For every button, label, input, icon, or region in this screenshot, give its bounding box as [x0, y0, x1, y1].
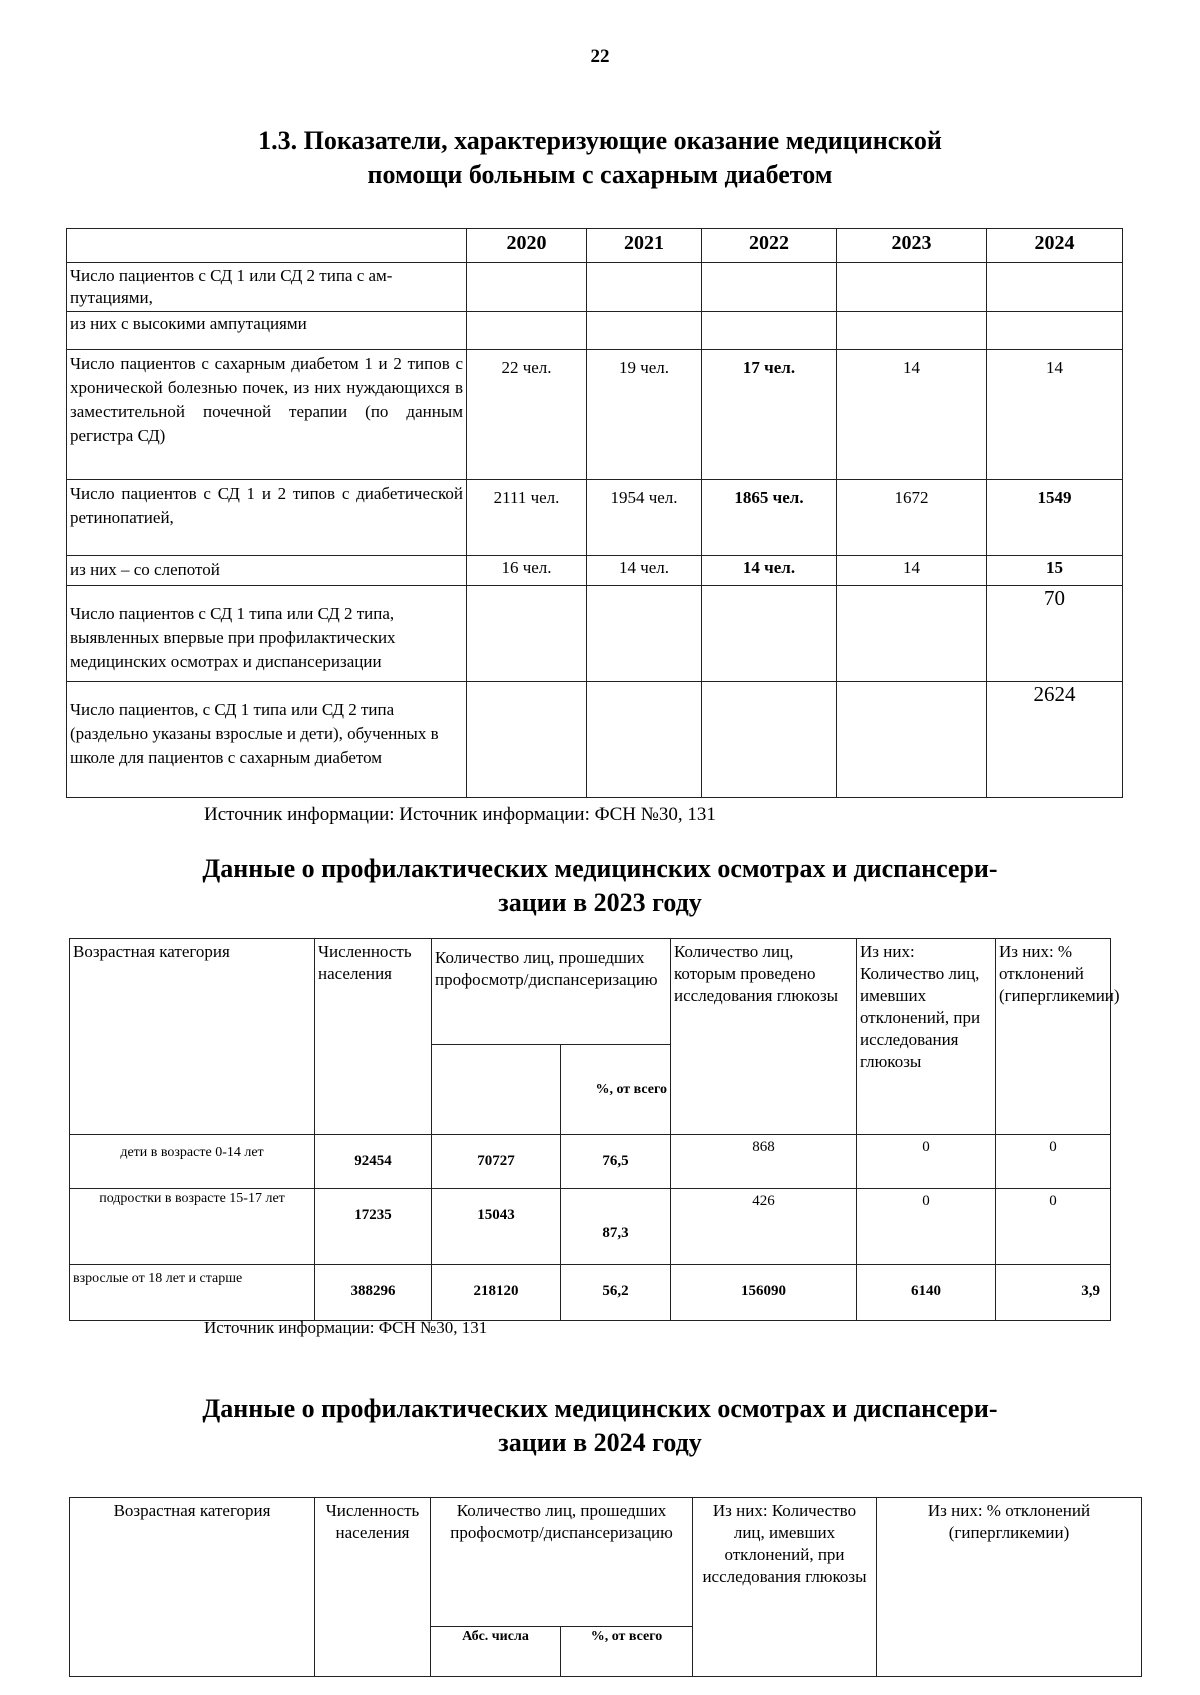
table-cell [467, 263, 587, 312]
table-row [67, 263, 1123, 312]
header-age-category: Возрастная категория [70, 1498, 315, 1677]
section1-title-line1: 1.3. Показатели, характеризующие оказание медицинской [258, 126, 942, 155]
section2-title-line2: зации в 2023 году [498, 888, 702, 917]
checkups-2024-table [69, 1497, 1142, 1677]
row-label: Число пациентов с СД 1 и 2 типов с диабетической ретинопатией, [67, 480, 467, 556]
section1-title [0, 124, 1200, 192]
table-cell [837, 682, 987, 798]
table-cell: 2624 [987, 682, 1123, 798]
section2-source: Источник информации: ФСН №30, 131 [204, 1318, 488, 1337]
table-cell: 14 чел. [587, 556, 702, 586]
page-number: 22 [590, 46, 610, 67]
row-label: Число пациентов, с СД 1 типа или СД 2 типа (раздельно указаны взрослые и дети), обученных в школе для пациентов с сахарным диабетом [67, 682, 467, 798]
header-population: Численность населения [315, 939, 432, 1135]
table-cell: 1865 чел. [702, 480, 837, 556]
section2-title [0, 852, 1200, 920]
header-population: Численность населения [315, 1498, 431, 1677]
section3-title [0, 1392, 1200, 1460]
table-cell [987, 263, 1123, 312]
header-deviations: Из них: Количество лиц, имевших отклонений, при исследования глюкозы [857, 939, 996, 1135]
row-category: дети в возрасте 0-14 лет [70, 1135, 315, 1189]
header-empty-cell [432, 1045, 561, 1135]
table-cell [837, 312, 987, 350]
table-cell [837, 263, 987, 312]
table-header-row [67, 229, 1123, 263]
table-cell: 76,5 [561, 1135, 671, 1189]
row-label [67, 263, 467, 312]
table-cell: 3,9 [996, 1265, 1111, 1321]
row-label: Число пациентов с СД 1 типа или СД 2 типа, выявленных впервые при профилактических медицинских осмотрах и диспансеризации [67, 586, 467, 682]
table-cell [702, 263, 837, 312]
table-cell: 1672 [837, 480, 987, 556]
table-cell: 92454 [315, 1135, 432, 1189]
table-cell: 2111 чел. [467, 480, 587, 556]
table-cell: 0 [996, 1189, 1111, 1265]
table-row [70, 1135, 1111, 1189]
row-category: подростки в возрасте 15-17 лет [70, 1189, 315, 1265]
table-cell: 388296 [315, 1265, 432, 1321]
table-cell [467, 682, 587, 798]
header-year: 2022 [702, 229, 837, 263]
table-cell [837, 586, 987, 682]
table-row [67, 480, 1123, 556]
checkups-2023-table [69, 938, 1120, 1321]
header-year: 2024 [987, 229, 1123, 263]
table-header-row [70, 1498, 1142, 1627]
table-cell: 70727 [432, 1135, 561, 1189]
table-cell [987, 312, 1123, 350]
header-deviation-pct: Из них: % отклонений (гипергликемии) [996, 939, 1111, 1135]
table-cell: 14 [987, 350, 1123, 480]
header-year: 2023 [837, 229, 987, 263]
table-cell: 1954 чел. [587, 480, 702, 556]
table-cell: 56,2 [561, 1265, 671, 1321]
table-cell: 17 чел. [702, 350, 837, 480]
section3-title-line2: зации в 2024 году [498, 1428, 702, 1457]
row-category: взрослые от 18 лет и старше [70, 1265, 315, 1321]
row-label-line: путациями, [70, 288, 153, 307]
table-cell: 16 чел. [467, 556, 587, 586]
table-cell: 868 [671, 1135, 857, 1189]
row-label: Число пациентов с сахарным диабетом 1 и 2 типов с хронической болезнью почек, из них нуждающихся в заместительной почечной терапии (по данным регистра СД) [67, 350, 467, 480]
header-percent: %, от всего [561, 1627, 693, 1677]
table-cell: 1549 [987, 480, 1123, 556]
table-row [67, 556, 1123, 586]
header-empty-cell [67, 229, 467, 263]
table-cell: 22 чел. [467, 350, 587, 480]
table-cell: 19 чел. [587, 350, 702, 480]
table-cell: 426 [671, 1189, 857, 1265]
table-cell [467, 312, 587, 350]
header-deviations: Из них: Количество лиц, имевших отклонений, при исследования глюкозы [693, 1498, 877, 1677]
header-deviation-pct: Из них: % отклонений (гипергликемии) [877, 1498, 1142, 1677]
table-cell [702, 682, 837, 798]
header-year: 2021 [587, 229, 702, 263]
table-row [67, 586, 1123, 682]
table-cell: 14 [837, 556, 987, 586]
table-cell [702, 586, 837, 682]
table-cell [467, 586, 587, 682]
table-cell: 15 [987, 556, 1123, 586]
header-abs: Абс. числа [431, 1627, 561, 1677]
header-year: 2020 [467, 229, 587, 263]
table-cell [587, 586, 702, 682]
table-cell: 70 [987, 586, 1123, 682]
table-cell: 6140 [857, 1265, 996, 1321]
table-cell: 14 чел. [702, 556, 837, 586]
table-row [67, 350, 1123, 480]
table-cell [587, 263, 702, 312]
section2-title-line1: Данные о профилактических медицинских осмотрах и диспансери- [202, 854, 998, 883]
row-label: из них – со слепотой [67, 556, 467, 586]
table-header-row [70, 939, 1111, 1045]
table-cell: 17235 [315, 1189, 432, 1265]
table-cell: 0 [857, 1135, 996, 1189]
section3-title-line1: Данные о профилактических медицинских осмотрах и диспансери- [202, 1394, 998, 1423]
header-age-category: Возрастная категория [70, 939, 315, 1135]
section1-title-line2: помощи больным с сахарным диабетом [367, 160, 833, 189]
table-cell: 14 [837, 350, 987, 480]
table-cell: 156090 [671, 1265, 857, 1321]
table-row [70, 1189, 1111, 1265]
table-row [67, 682, 1123, 798]
table-cell: 218120 [432, 1265, 561, 1321]
header-glucose: Количество лиц, которым проведено исследования глюкозы [671, 939, 857, 1135]
table-cell: 15043 [432, 1189, 561, 1265]
row-label-line: Число пациентов с СД 1 или СД 2 типа с ам- [70, 266, 393, 285]
table-cell: 0 [996, 1135, 1111, 1189]
table-cell: 87,3 [561, 1189, 671, 1265]
table-cell: 0 [857, 1189, 996, 1265]
table-row [67, 312, 1123, 350]
header-passed: Количество лиц, прошедших профосмотр/диспансеризацию [432, 939, 671, 1045]
table-cell [587, 312, 702, 350]
diabetes-indicators-table [66, 228, 1123, 798]
table-cell [587, 682, 702, 798]
table-row [70, 1265, 1111, 1321]
row-label: из них с высокими ампутациями [67, 312, 467, 350]
header-passed: Количество лиц, прошедших профосмотр/диспансеризацию [431, 1498, 693, 1627]
table-cell [702, 312, 837, 350]
section1-source: Источник информации: Источник информации: ФСН №30, 131 [204, 804, 716, 825]
header-percent: %, от всего [561, 1045, 671, 1135]
